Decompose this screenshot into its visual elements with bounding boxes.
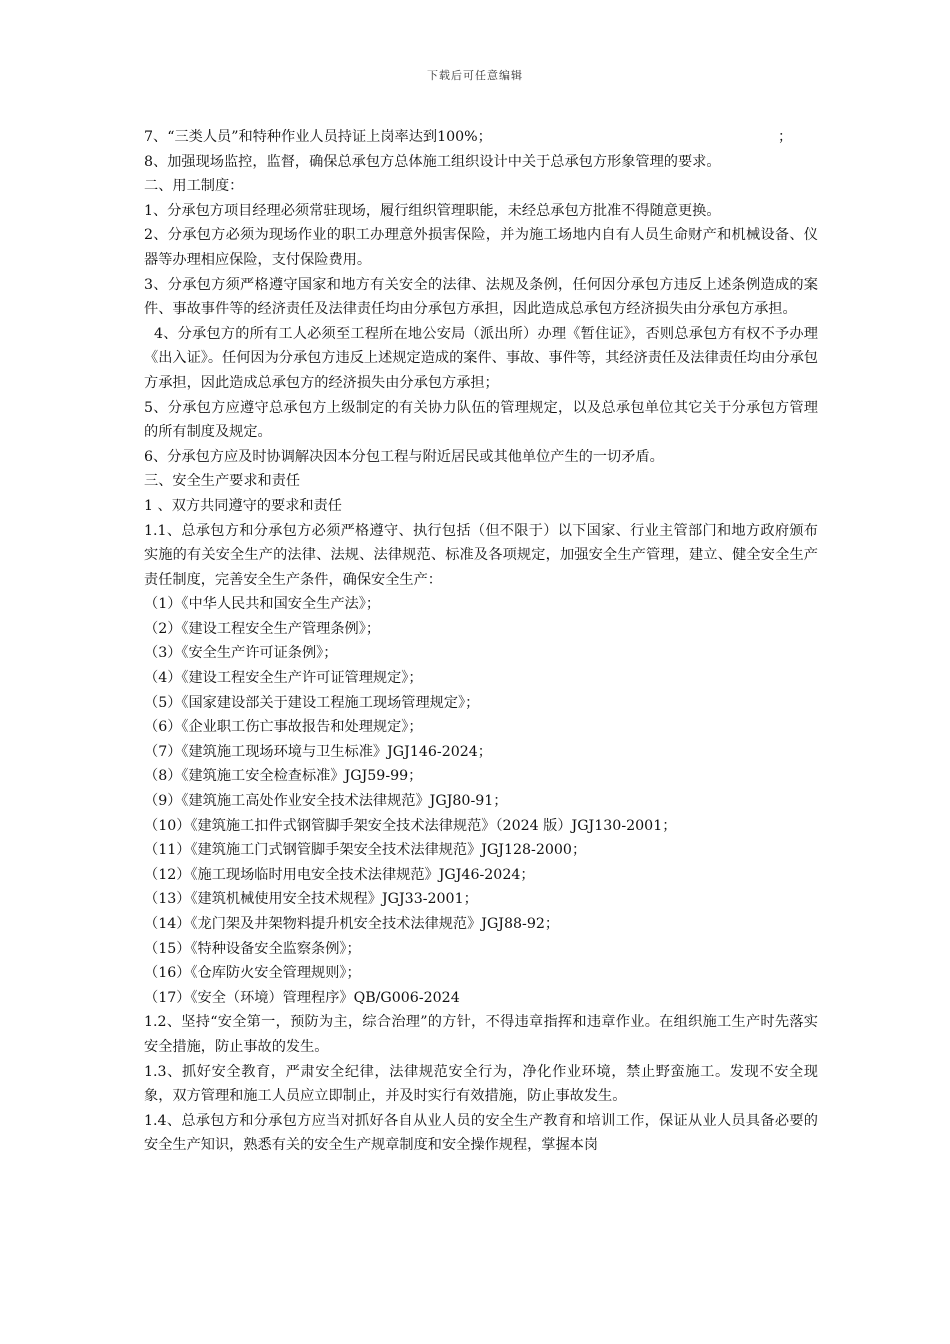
paragraph-safety-1-1: 1.1、总承包方和分承包方必须严格遵守、执行包括（但不限于）以下国家、行业主管部门和地方政府颁布实施的有关安全生产的法律、法规、法律规范、标准及各项规定，加强安全生产管理，建立、健全安全生产责任制度，完善安全生产条件，确保安全生产： [144,522,818,588]
document-body [144,125,818,1158]
paragraph-employment-5: 5、分承包方应遵守总承包方上级制定的有关协力队伍的管理规定，以及总承包单位其它关于分承包方管理的所有制度及规定。 [144,399,818,441]
regulation-list-item: （9）《建筑施工高处作业安全技术法律规范》JGJ80-91； [144,793,508,810]
regulation-list-item: （3）《安全生产许可证条例》； [144,645,338,662]
regulation-list-item: （6）《企业职工伤亡事故报告和处理规定》； [144,719,423,736]
paragraph-safety-1-2: 1.2、坚持“安全第一，预防为主，综合治理”的方针，不得违章指挥和违章作业。在组织施工生产时先落实安全措施，防止事故的发生。 [144,1014,818,1055]
paragraph-employment-1: 1、分承包方项目经理必须常驻现场，履行组织管理职能，未经总承包方批准不得随意更换。 [144,202,721,219]
regulation-list-item: （10）《建筑施工扣件式钢管脚手架安全技术法律规范》（2024 版）JGJ130-2001； [144,817,677,834]
regulation-list-item: （12）《施工现场临时用电安全技术法律规范》JGJ46-2024； [144,866,535,883]
paragraph-7-certification [144,125,818,150]
regulation-list-item: （7）《建筑施工现场环境与卫生标准》JGJ146-2024； [144,743,492,760]
page-header: 下载后可任意编辑 [427,69,523,82]
regulation-list-item: （1）《中华人民共和国安全生产法》； [144,596,381,613]
regulation-list-item: （5）《国家建设部关于建设工程施工现场管理规定》； [144,694,480,711]
paragraph-text: 7、“三类人员”和特种作业人员持证上岗率达到100%； [144,129,492,145]
paragraph-safety-1-3: 1.3、抓好安全教育，严肃安全纪律，法律规范安全行为，净化作业环境，禁止野蛮施工。发现不安全现象，双方管理和施工人员应立即制止，并及时实行有效措施，防止事故发生。 [144,1063,818,1105]
paragraph-employment-3: 3、分承包方须严格遵守国家和地方有关安全的法律、法规及条例，任何因分承包方违反上述条例造成的案件、事故事件等的经济责任及法律责任均由分承包方承担，因此造成总承包方经济损失由分承包方承担。 [144,276,818,318]
paragraph-8-site-monitoring: 8、加强现场监控，监督，确保总承包方总体施工组织设计中关于总承包方形象管理的要求。 [144,153,721,170]
subsection-heading-shared-duties: 1 、双方共同遵守的要求和责任 [144,497,342,514]
paragraph-employment-4: 4、分承包方的所有工人必须至工程所在地公安局（派出所）办理《暂住证》，否则总承包方有权不予办理《出入证》。任何因为分承包方违反上述规定造成的案件、事故、事件等，其经济责任及法律责任均由分承包方承担，因此造成总承包方的经济损失由分承包方承担； [144,325,818,391]
paragraph-employment-2: 2、分承包方必须为现场作业的职工办理意外损害保险，并为施工场地内自有人员生命财产和机械设备、仪器等办理相应保险，支付保险费用。 [144,227,818,268]
paragraph-safety-1-4: 1.4、总承包方和分承包方应当对抓好各自从业人员的安全生产教育和培训工作，保证从业人员具备必要的安全生产知识，熟悉有关的安全生产规章制度和安全操作规程，掌握本岗 [144,1112,818,1154]
section-heading-safety: 三、安全生产要求和责任 [144,473,301,490]
regulation-list-item: （4）《建设工程安全生产许可证管理规定》； [144,670,423,687]
regulation-list-item: （11）《建筑施工门式钢管脚手架安全技术法律规范》JGJ128-2000； [144,842,587,859]
regulation-list-item: （15）《特种设备安全监察条例》； [144,940,361,957]
regulation-list-item: （17）《安全（环境）管理程序》QB/G006-2024 [144,989,460,1006]
regulation-list-item: （13）《建筑机械使用安全技术规程》JGJ33-2001； [144,891,478,908]
regulation-list-item: （2）《建设工程安全生产管理条例》； [144,620,381,637]
regulation-list-item: （16）《仓库防火安全管理规则》； [144,965,361,982]
regulation-list-item: （14）《龙门架及井架物料提升机安全技术法律规范》JGJ88-92； [144,916,560,932]
paragraph-trailing-mark: ； [778,129,793,145]
regulation-list-item: （8）《建筑施工安全检查标准》JGJ59-99； [144,768,423,785]
paragraph-employment-6: 6、分承包方应及时协调解决因本分包工程与附近居民或其他单位产生的一切矛盾。 [144,448,664,465]
section-heading-employment: 二、用工制度： [144,178,244,195]
